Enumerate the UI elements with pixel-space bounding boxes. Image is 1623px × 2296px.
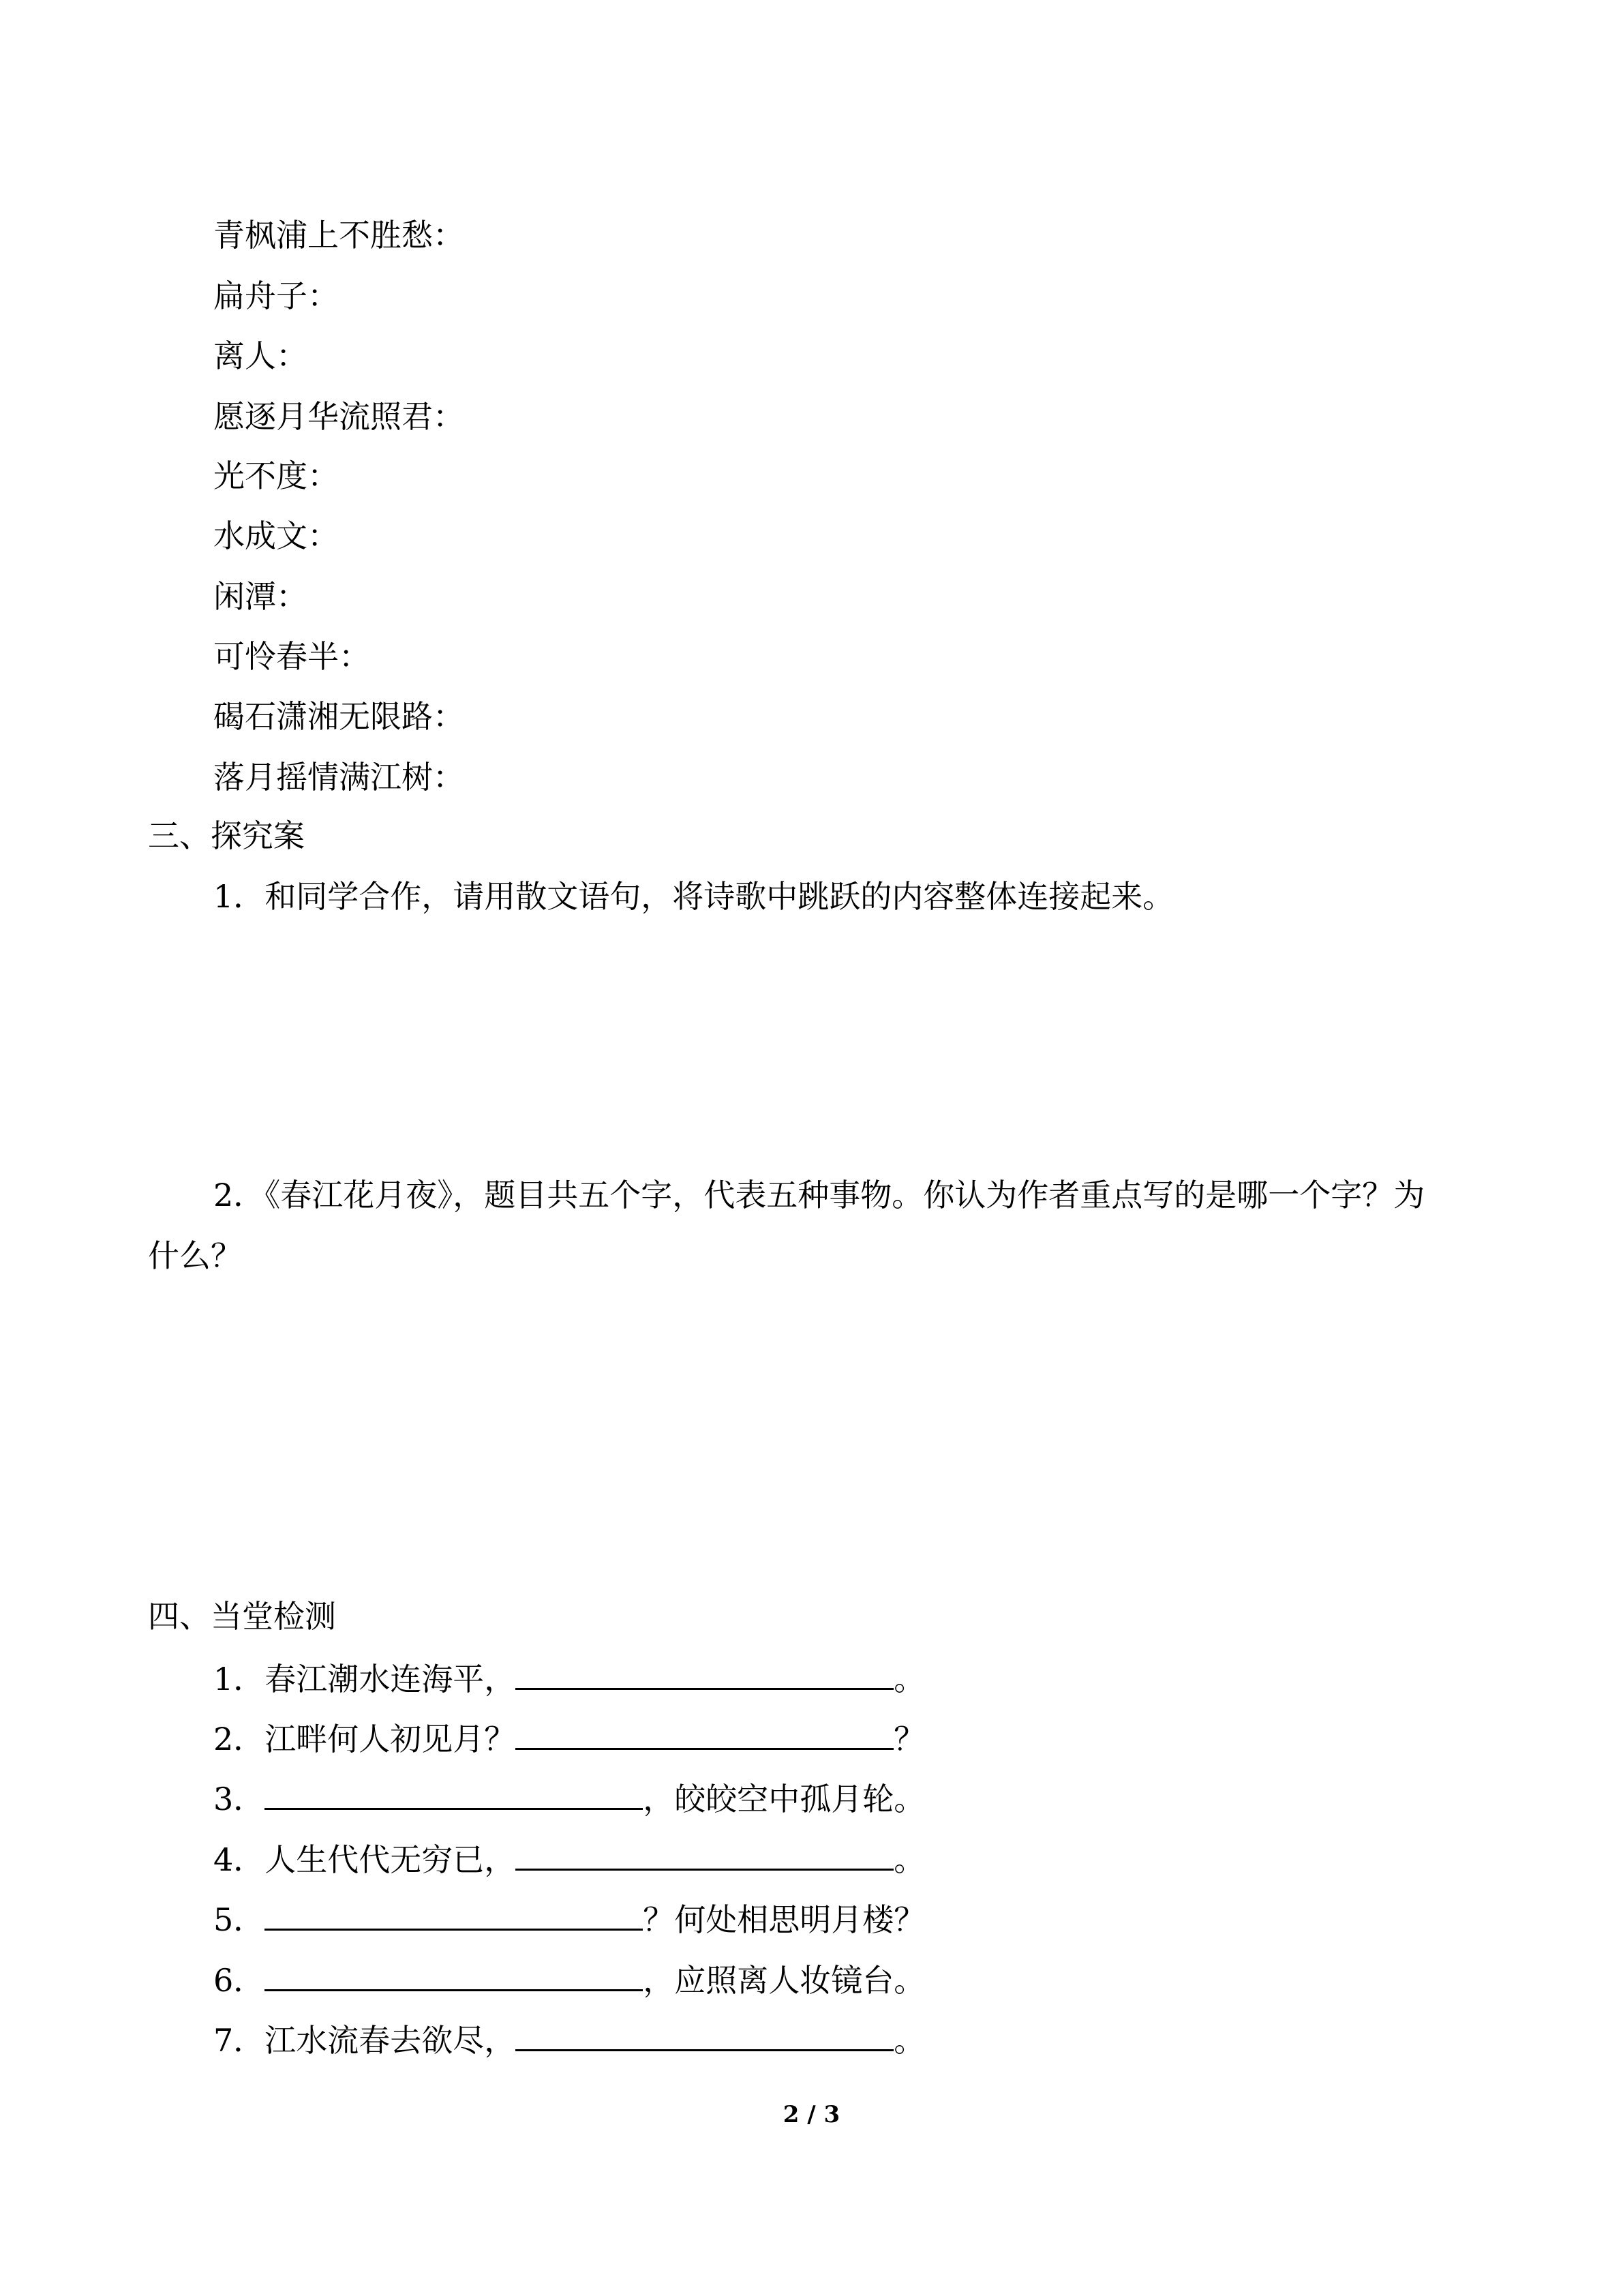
fill-blank-item: [213, 1717, 925, 1757]
page-number: 2 / 3: [783, 2101, 840, 2128]
answer-blank[interactable]: [264, 1897, 643, 1931]
glossary-item: 闲潭：: [213, 578, 307, 615]
item-number: 5．: [213, 1901, 265, 1938]
item-number: 2．: [213, 1721, 265, 1757]
glossary-item: 离人：: [213, 337, 307, 374]
item-number: 1．: [213, 1661, 265, 1697]
section-heading-explore: 三、探究案: [148, 817, 305, 854]
fill-blank-item: [213, 1657, 925, 1697]
answer-blank[interactable]: [264, 1777, 643, 1810]
answer-blank[interactable]: [515, 2018, 894, 2051]
item-number: 3．: [213, 1781, 265, 1817]
glossary-item: 扁舟子：: [213, 277, 339, 314]
item-text-before: 江水流春去欲尽，: [264, 2022, 516, 2059]
item-text-after: ？何处相思明月楼？: [643, 1901, 926, 1938]
answer-blank[interactable]: [264, 1958, 643, 1991]
question-2-line2: 什么？: [148, 1237, 242, 1274]
fill-blank-item: [213, 1958, 925, 1999]
item-text-after: ，应照离人妆镜台。: [643, 1962, 926, 1999]
fill-blank-item: [213, 1777, 925, 1817]
item-number: 7．: [213, 2022, 265, 2059]
answer-blank[interactable]: [515, 1657, 894, 1690]
item-text-after: ？: [894, 1721, 926, 1757]
question-1: 1．和同学合作，请用散文语句，将诗歌中跳跃的内容整体连接起来。: [213, 878, 1174, 915]
item-number: 6．: [213, 1962, 265, 1999]
glossary-item: 青枫浦上不胜愁：: [213, 217, 464, 254]
item-text-after: 。: [894, 1661, 926, 1697]
fill-blank-item: [213, 1837, 925, 1878]
glossary-item: 落月摇情满江树：: [213, 759, 464, 796]
answer-blank[interactable]: [515, 1837, 894, 1871]
glossary-item: 碣石潇湘无限路：: [213, 698, 464, 735]
glossary-item: 水成文：: [213, 517, 339, 554]
glossary-item: 可怜春半：: [213, 638, 370, 675]
item-text-before: 春江潮水连海平，: [264, 1661, 516, 1697]
answer-blank[interactable]: [515, 1717, 894, 1750]
item-text-after: ，皎皎空中孤月轮。: [643, 1781, 926, 1817]
item-number: 4．: [213, 1841, 265, 1878]
section-heading-test: 四、当堂检测: [148, 1598, 336, 1635]
question-2-line1: 2．《春江花月夜》，题目共五个字，代表五种事物。你认为作者重点写的是哪一个字？为: [213, 1177, 1425, 1213]
fill-blank-item: [213, 1897, 925, 1938]
fill-blank-item: [213, 2018, 925, 2059]
item-text-after: 。: [894, 1841, 926, 1878]
item-text-after: 。: [894, 2022, 926, 2059]
item-text-before: 江畔何人初见月？: [264, 1721, 516, 1757]
glossary-item: 愿逐月华流照君：: [213, 398, 464, 435]
glossary-item: 光不度：: [213, 457, 339, 494]
item-text-before: 人生代代无穷已，: [264, 1841, 516, 1878]
